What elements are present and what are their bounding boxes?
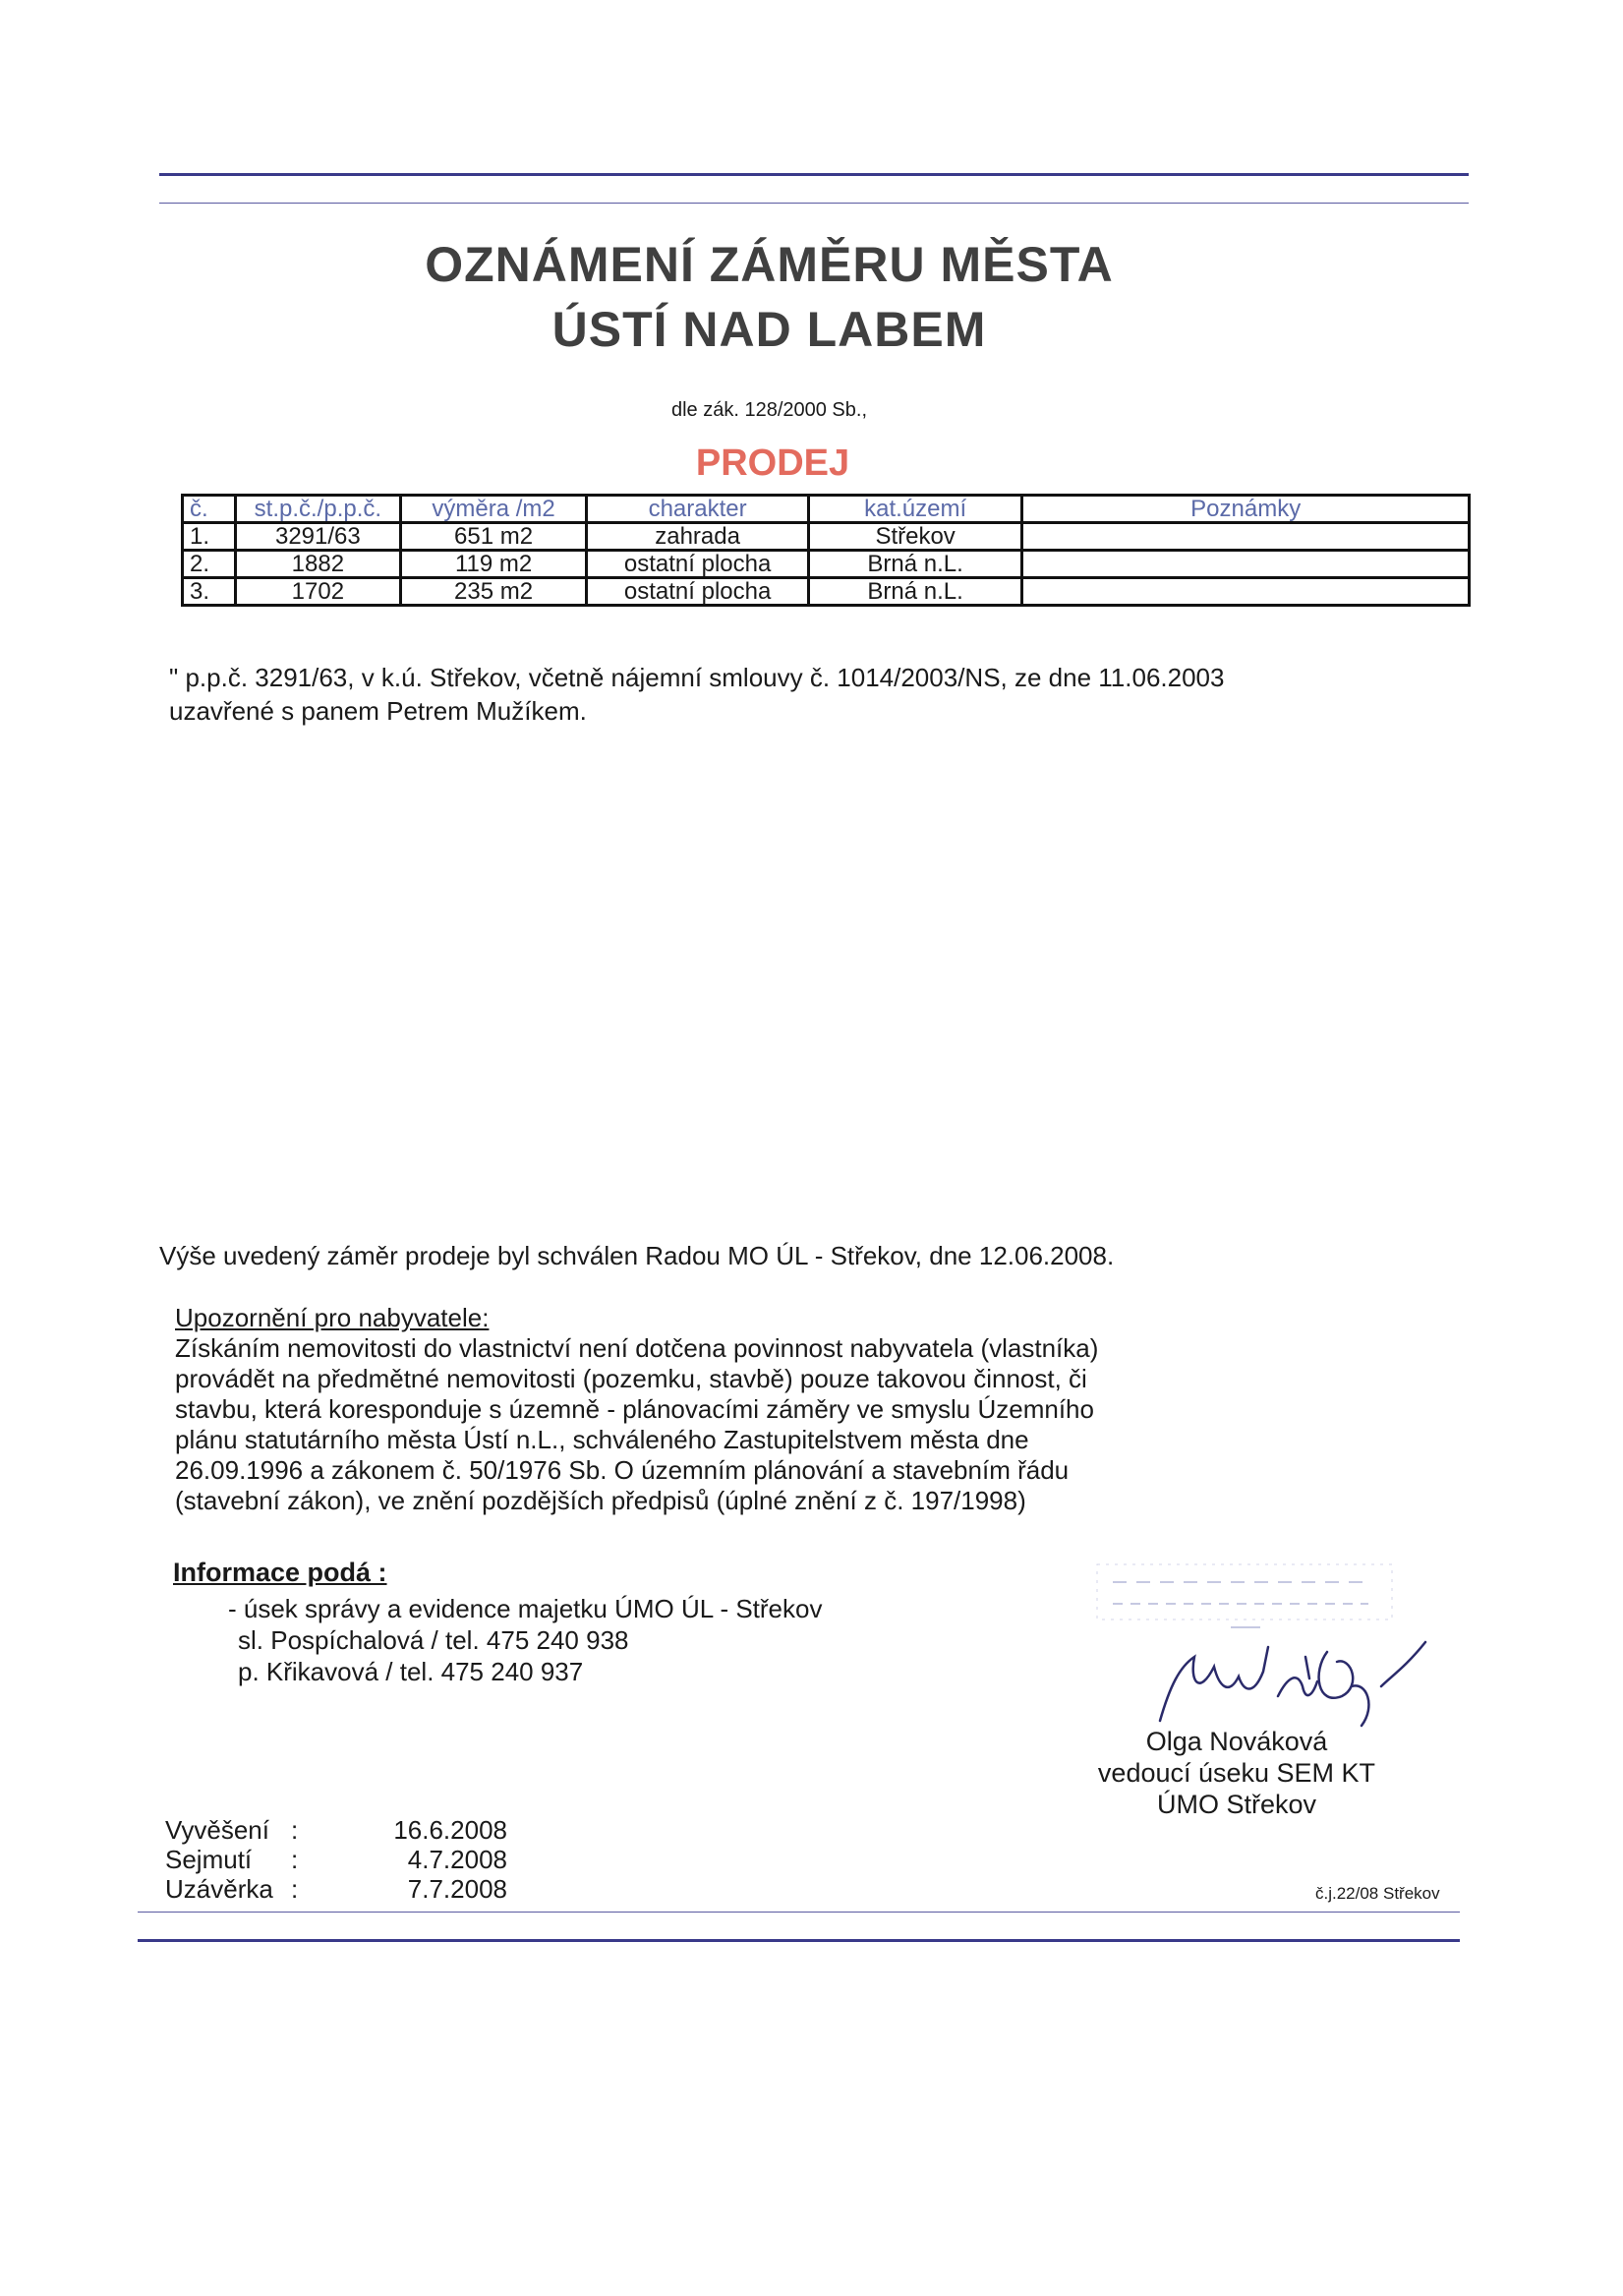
date-label: Sejmutí <box>165 1845 253 1874</box>
cell-area: 651 m2 <box>400 523 587 551</box>
date-row-removed <box>165 1845 507 1874</box>
warning-heading: Upozornění pro nabyvatele: <box>175 1303 490 1332</box>
signer-name: Olga Nováková <box>1145 1727 1328 1756</box>
info-heading: Informace podá : <box>173 1558 387 1587</box>
date-row-closing <box>165 1874 507 1904</box>
handwritten-signature <box>1140 1627 1435 1736</box>
table-row <box>183 551 1470 578</box>
bottom-rule-secondary <box>138 1912 1460 1913</box>
cell-notes <box>1022 523 1470 551</box>
info-contacts <box>228 1593 822 1687</box>
subtitle: dle zák. 128/2000 Sb., <box>670 399 868 421</box>
bottom-rule <box>138 1939 1460 1942</box>
approval-statement: Výše uvedený záměr prodeje byl schválen Radou MO ÚL - Střekov, dne 12.06.2008. <box>159 1241 1115 1270</box>
cell-cadastral-area: Brná n.L. <box>808 578 1022 606</box>
table-row <box>183 523 1470 551</box>
warning-line: stavbu, která koresponduje s územně - plánovacími záměry ve smyslu Územního <box>175 1394 1094 1424</box>
date-value: 7.7.2008 <box>407 1874 507 1904</box>
title-line-1: OZNÁMENÍ ZÁMĚRU MĚSTA <box>425 237 1114 292</box>
cell-notes <box>1022 578 1470 606</box>
date-row-posted <box>165 1815 507 1845</box>
cell-parcel: 1882 <box>235 551 400 578</box>
info-line: p. Křikavová / tel. 475 240 937 <box>238 1657 584 1686</box>
date-colon: : <box>291 1874 299 1904</box>
date-label: Vyvěšení <box>165 1815 269 1845</box>
table-row <box>183 578 1470 606</box>
title-line-2: ÚSTÍ NAD LABEM <box>551 302 987 357</box>
warning-line: 26.09.1996 a zákonem č. 50/1976 Sb. O územním plánování a stavebním řádu <box>175 1455 1070 1485</box>
signer-block <box>1089 1726 1384 1820</box>
reference-number: č.j.22/08 Střekov <box>1315 1884 1440 1903</box>
info-line: sl. Pospíchalová / tel. 475 240 938 <box>238 1625 629 1655</box>
cell-cadastral-area: Brná n.L. <box>808 551 1022 578</box>
col-header-character: charakter <box>587 496 809 523</box>
table-header-row <box>183 496 1470 523</box>
date-value: 4.7.2008 <box>407 1845 507 1874</box>
warning-line: (stavební zákon), ve znění pozdějších předpisů (úplné znění z č. 197/1998) <box>175 1486 1026 1515</box>
date-colon: : <box>291 1815 299 1845</box>
signer-role: vedoucí úseku SEM KT <box>1097 1758 1376 1788</box>
parcels-table <box>181 494 1471 607</box>
lease-note <box>169 661 1224 728</box>
cell-character: ostatní plocha <box>587 551 809 578</box>
col-header-area: výměra /m2 <box>400 496 587 523</box>
cell-character: ostatní plocha <box>587 578 809 606</box>
cell-notes <box>1022 551 1470 578</box>
cell-character: zahrada <box>587 523 809 551</box>
cell-number: 1. <box>183 523 236 551</box>
col-header-parcel: st.p.č./p.p.č. <box>235 496 400 523</box>
lease-note-line-1: " p.p.č. 3291/63, v k.ú. Střekov, včetně nájemní smlouvy č. 1014/2003/NS, ze dne 11.06.2003 <box>169 663 1225 692</box>
top-rule-secondary <box>159 203 1469 204</box>
warning-line: provádět na předmětné nemovitosti (pozemku, stavbě) pouze takovou činnost, či <box>175 1364 1087 1393</box>
top-rule <box>159 173 1469 176</box>
warning-line: plánu statutárního města Ústí n.L., schváleného Zastupitelstvem města dne <box>175 1425 1029 1454</box>
cell-number: 2. <box>183 551 236 578</box>
date-colon: : <box>291 1845 299 1874</box>
col-header-notes: Poznámky <box>1022 496 1470 523</box>
cell-parcel: 1702 <box>235 578 400 606</box>
action-heading: PRODEJ <box>695 442 850 484</box>
signer-office: ÚMO Střekov <box>1156 1790 1317 1819</box>
cell-number: 3. <box>183 578 236 606</box>
date-value: 16.6.2008 <box>393 1815 507 1845</box>
cell-cadastral-area: Střekov <box>808 523 1022 551</box>
cell-area: 235 m2 <box>400 578 587 606</box>
cell-parcel: 3291/63 <box>235 523 400 551</box>
lease-note-line-2: uzavřené s panem Petrem Mužíkem. <box>169 696 587 726</box>
acquirer-warning <box>175 1303 1217 1516</box>
info-line: - úsek správy a evidence majetku ÚMO ÚL - Střekov <box>228 1594 823 1623</box>
col-header-cadastral-area: kat.území <box>808 496 1022 523</box>
cell-area: 119 m2 <box>400 551 587 578</box>
posting-dates <box>165 1815 507 1904</box>
col-header-number: č. <box>183 496 236 523</box>
warning-line: Získáním nemovitosti do vlastnictví není dotčena povinnost nabyvatela (vlastníka) <box>175 1333 1099 1363</box>
date-label: Uzávěrka <box>165 1874 273 1904</box>
